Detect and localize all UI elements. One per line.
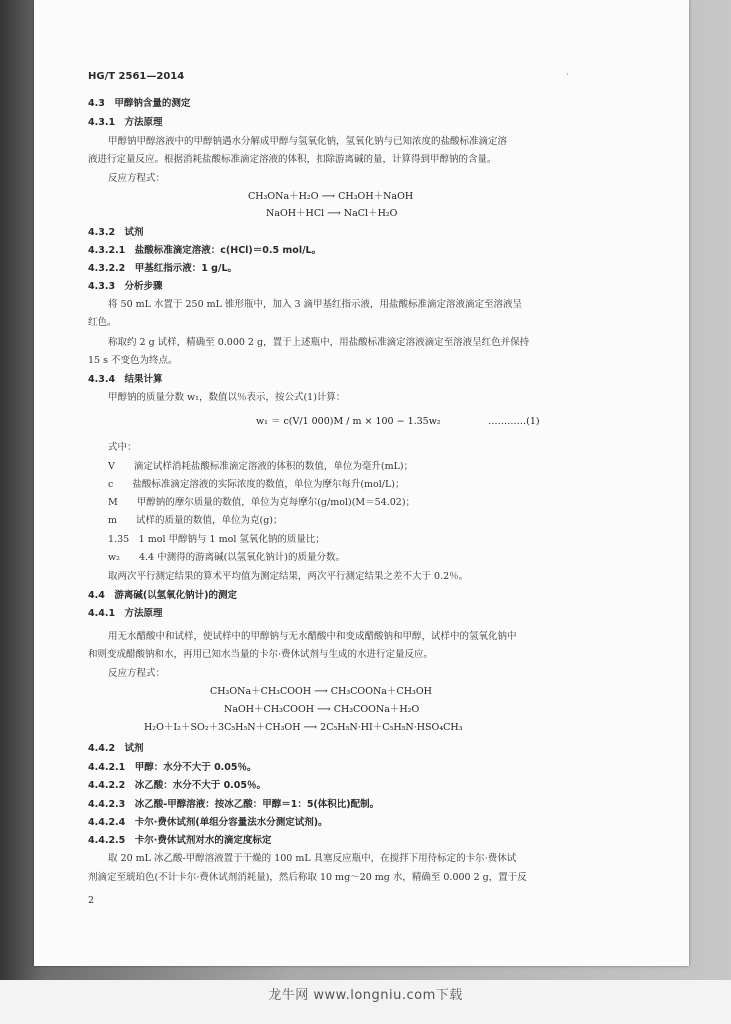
symbol-definition: V 滴定试样消耗盐酸标准滴定溶液的体积的数值，单位为毫升(mL)； bbox=[108, 461, 414, 472]
paragraph-line: 将 50 mL 水置于 250 mL 锥形瓶中，加入 3 滴甲基红指示液，用盐酸标准滴定溶液滴定至溶液呈 bbox=[108, 299, 523, 310]
paragraph-line: 甲醇钠的质量分数 w₁，数值以％表示，按公式(1)计算： bbox=[108, 392, 346, 403]
symbol-definition: m 试样的质量的数值，单位为克(g)； bbox=[108, 515, 283, 526]
clause-heading: 4.3.2.1 盐酸标准滴定溶液：c(HCl)＝0.5 mol/L。 bbox=[88, 245, 322, 256]
paragraph-line: 甲醇钠甲醇溶液中的甲醇钠遇水分解成甲醇与氢氧化钠，氢氧化钠与已知浓度的盐酸标准滴定溶 bbox=[108, 136, 508, 147]
symbol-definition: 1.35 1 mol 甲醇钠与 1 mol 氢氧化钠的质量比； bbox=[108, 534, 325, 545]
paragraph-line: 剂滴定至琥珀色(不计卡尔·费休试剂消耗量)，然后称取 10 mg～20 mg 水，精确至 0.000 2 g，置于反 bbox=[88, 872, 527, 883]
symbol-definition: c 盐酸标准滴定溶液的实际浓度的数值，单位为摩尔每升(mol/L)； bbox=[108, 479, 405, 490]
subsection-heading: 4.3.2 试剂 bbox=[88, 227, 144, 238]
subsection-heading: 4.3.1 方法原理 bbox=[88, 117, 163, 128]
paragraph-line: 反应方程式： bbox=[108, 173, 166, 184]
formula-1: w₁ ＝ c(V/1 000)M / m × 100 − 1.35w₂ …………(1) bbox=[256, 416, 540, 427]
paragraph-line: 和则变成醋酸钠和水，再用已知水当量的卡尔·费休试剂与生成的水进行定量反应。 bbox=[88, 649, 434, 660]
subsection-heading: 4.3.3 分析步骤 bbox=[88, 281, 163, 292]
page-number: 2 bbox=[88, 895, 95, 906]
symbol-definition: w₂ 4.4 中测得的游离碱(以氢氧化钠计)的质量分数。 bbox=[108, 552, 345, 563]
standard-code: HG/T 2561—2014 bbox=[88, 71, 185, 82]
site-watermark: 龙牛网 www.longniu.com下载 bbox=[268, 988, 463, 1003]
equation-line: NaOH＋CH₃COOH ⟶ CH₃COONa＋H₂O bbox=[224, 704, 420, 715]
subsection-heading: 4.4.1 方法原理 bbox=[88, 608, 163, 619]
symbol-definition: M 甲醇钠的摩尔质量的数值，单位为克每摩尔(g/mol)(M＝54.02)； bbox=[108, 497, 416, 508]
section-heading: 4.3 甲醇钠含量的测定 bbox=[88, 98, 191, 109]
paragraph-line: 式中： bbox=[108, 442, 137, 453]
paragraph-line: 反应方程式： bbox=[108, 668, 166, 679]
paragraph-line: 用无水醋酸中和试样，使试样中的甲醇钠与无水醋酸中和变成醋酸钠和甲醇，试样中的氢氧化钠中 bbox=[108, 631, 517, 642]
clause-heading: 4.4.2.1 甲醇：水分不大于 0.05％。 bbox=[88, 762, 257, 773]
paragraph-line: 液进行定量反应。根据消耗盐酸标准滴定溶液的体积，扣除游离碱的量，计算得到甲醇钠的含量。 bbox=[88, 154, 497, 165]
document-page bbox=[34, 0, 689, 966]
clause-heading: 4.4.2.5 卡尔·费休试剂对水的滴定度标定 bbox=[88, 835, 272, 846]
paragraph-line: 15 s 不变色为终点。 bbox=[88, 355, 178, 366]
clause-heading: 4.4.2.2 冰乙酸：水分不大于 0.05％。 bbox=[88, 780, 267, 791]
subsection-heading: 4.3.4 结果计算 bbox=[88, 374, 163, 385]
paragraph-line: 取 20 mL 冰乙酸-甲醇溶液置于干燥的 100 mL 具塞反应瓶中，在搅拌下用待标定的卡尔·费休试 bbox=[108, 853, 517, 864]
clause-heading: 4.4.2.3 冰乙酸-甲醇溶液：按冰乙酸：甲醇＝1：5(体积比)配制。 bbox=[88, 799, 380, 810]
equation-line: H₂O＋I₂＋SO₂＋3C₅H₅N＋CH₃OH ⟶ 2C₅H₅N·HI＋C₅H₅N·HSO₄CH₃ bbox=[144, 722, 463, 733]
clause-heading: 4.4.2.4 卡尔·费休试剂(单组分容量法水分测定试剂)。 bbox=[88, 817, 328, 828]
equation-line: CH₃ONa＋H₂O ⟶ CH₃OH＋NaOH bbox=[248, 191, 414, 202]
paragraph-line: 取两次平行测定结果的算术平均值为测定结果，两次平行测定结果之差不大于 0.2％。 bbox=[108, 571, 469, 582]
paragraph-line: 称取约 2 g 试样，精确至 0.000 2 g，置于上述瓶中，用盐酸标准滴定溶液滴定至溶液呈红色并保持 bbox=[108, 337, 530, 348]
section-heading: 4.4 游离碱(以氢氧化钠计)的测定 bbox=[88, 590, 238, 601]
subsection-heading: 4.4.2 试剂 bbox=[88, 743, 144, 754]
equation-line: CH₃ONa＋CH₃COOH ⟶ CH₃COONa＋CH₃OH bbox=[210, 686, 432, 697]
page-mark: · bbox=[566, 70, 569, 79]
paragraph-line: 红色。 bbox=[88, 317, 117, 328]
clause-heading: 4.3.2.2 甲基红指示液：1 g/L。 bbox=[88, 263, 238, 274]
equation-line: NaOH＋HCl ⟶ NaCl＋H₂O bbox=[266, 208, 398, 219]
